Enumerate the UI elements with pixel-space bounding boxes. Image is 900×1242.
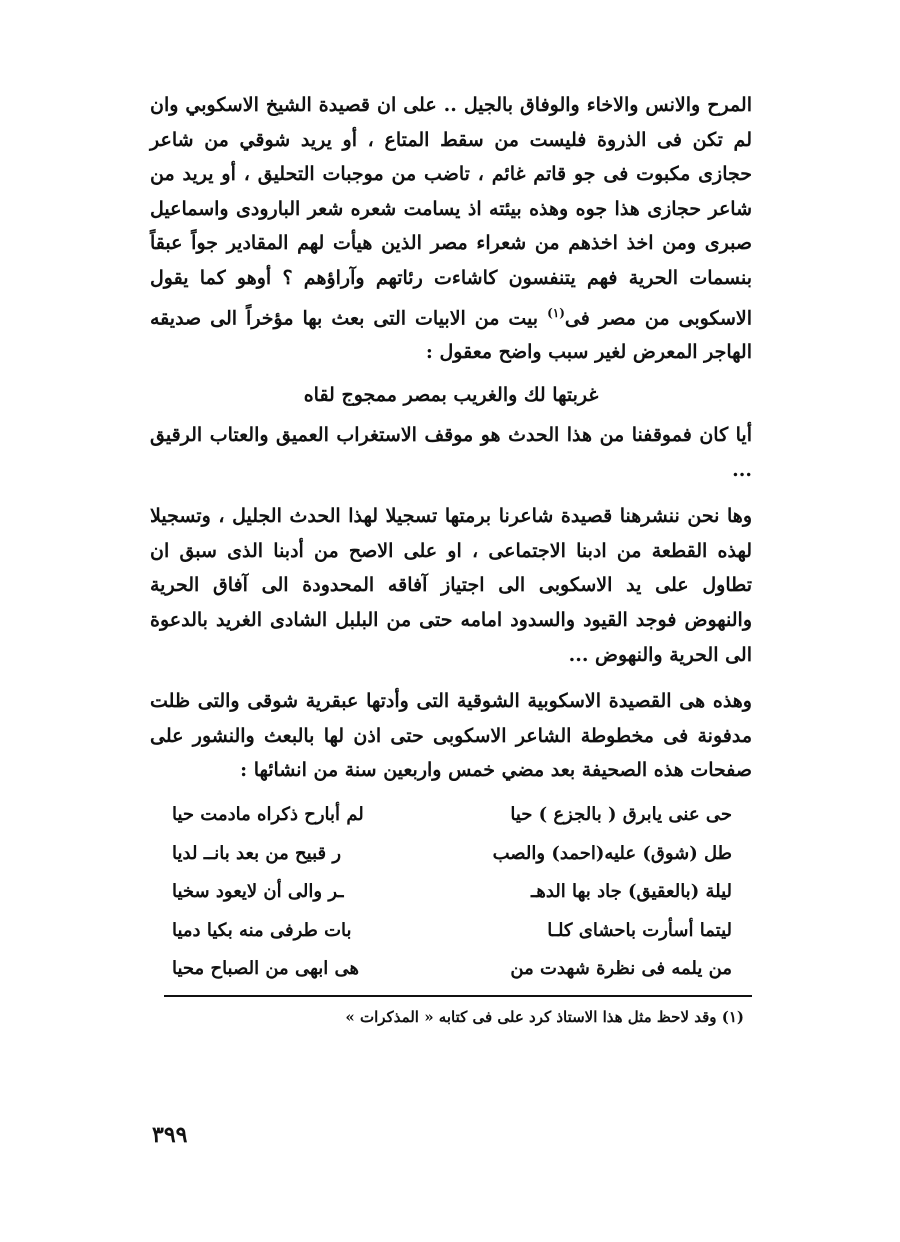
poem-line — [172, 873, 732, 912]
poem-first-hemistich: ليتما أسأرت باحشاى كلـا — [547, 919, 732, 941]
paragraph-1 — [150, 88, 752, 370]
poem-first-hemistich: من يلمه فى نظرة شهدت من — [510, 958, 732, 980]
poem-second-hemistich: لم أبارح ذكراه مادمت حيا — [172, 804, 364, 826]
poem-first-hemistich: ليلة (بالعقيق) جاد بها الدهـ — [531, 881, 732, 903]
poem-second-hemistich: ر قبيح من بعد بانــ لديا — [172, 842, 342, 864]
paragraph-1-tail: بيت من الابيات التى بعث بها مؤخراً الى صديقه الهاجر المعرض لغير سبب واضح معقول : — [150, 306, 752, 364]
footnote: (١) وقد لاحظ مثل هذا الاستاذ كرد على فى كتابه « المذكرات » — [345, 1007, 744, 1026]
footnote-marker: (١) — [547, 305, 565, 320]
poem-line — [172, 950, 732, 989]
paragraph-4: وهذه هى القصيدة الاسكوبية الشوقية التى وأدتها عبقرية شوقى والتى ظلت مدفونة فى مخطوطة الشاعر الاسكوبى حتى اذن لها بالبعث والنشور على صفحات هذه الصحيفة بعد مضي خمس واربعين سنة من انشائها : — [150, 690, 752, 782]
poem-first-hemistich: حى عنى يابرق ( بالجزع ) حيا — [510, 804, 732, 826]
poem-line — [172, 912, 732, 951]
poem — [172, 796, 732, 989]
page-number: ٣٩٩ — [152, 1122, 188, 1148]
poem-second-hemistich: بات طرفى منه بكيا دميا — [172, 919, 352, 941]
footnote-divider — [164, 995, 752, 997]
poem-second-hemistich: هى ابهى من الصباح محيا — [172, 958, 360, 980]
poem-line — [172, 835, 732, 874]
poem-second-hemistich: ـر والى أن لايعود سخيا — [172, 881, 344, 903]
paragraph-3: وها نحن ننشرهنا قصيدة شاعرنا برمتها تسجيلا لهذا الحدث الجليل ، وتسجيلا لهذه القطعة من ادبنا الاجتماعى ، او على الاصح من أدبنا الذى سبق ان تطاول على يد الاسكوبى الى اجتياز آفاقه المحدودة الى آفاق الحرية والنهوض فوجد القيود والسدود امامه حتى من البلبل الشادى الغريد بالدعوة الى الحرية والنهوض ... — [150, 505, 752, 666]
quoted-verse: غربتها لك والغريب بمصر ممجوج لقاه — [303, 384, 599, 407]
poem-first-hemistich: طل (شوق) عليه(احمد) والصب — [492, 842, 732, 864]
paragraph-1-text: المرح والانس والاخاء والوفاق بالجيل .. على ان قصيدة الشيخ الاسكوبي وان لم تكن فى الذروة فليست من سقط المتاع ، أو يريد شوقي من شاعر حجازى مكبوت فى جو قاتم غائم ، تاضب من موجبات التحليق ، أو يريد من شاعر حجازى هذا جوه وهذه بيئته اذ يسامت شعره شعر البارودى واسماعيل صبرى ومن اخذ اخذهم من شعراء مصر الذين هيأت لهم المقادير جواً عبقاً بنسمات الحرية فهم يتنفسون كاشاءت رئاتهم وآراؤهم ؟ أوهو كما يقول الاسكوبى من مصر فى — [150, 94, 752, 329]
poem-line — [172, 796, 732, 835]
document-page — [150, 88, 752, 1031]
paragraph-2: أيا كان فموقفنا من هذا الحدث هو موقف الاستغراب العميق والعتاب الرقيق ... — [150, 424, 752, 481]
